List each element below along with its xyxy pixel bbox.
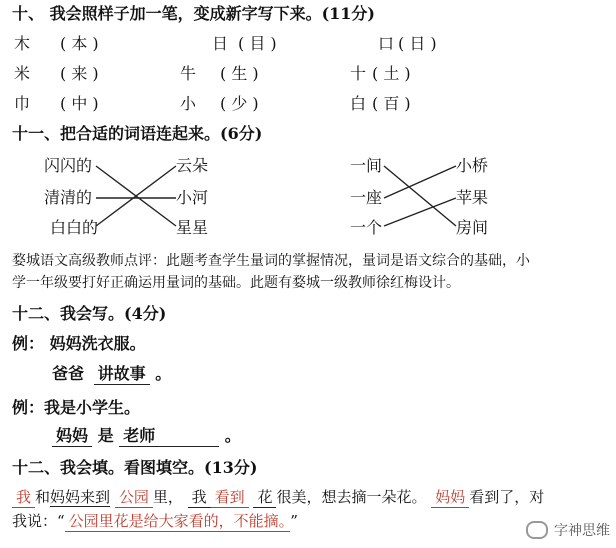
char-row3-col2: 小 [180, 94, 197, 113]
match-line [384, 166, 456, 198]
fill-line2-end: ” [290, 512, 298, 530]
section-12-write-title: 十二、我会写。(4分) [12, 304, 167, 323]
answer-2-subject: 妈妈 [52, 426, 92, 447]
answer-row2-col3: ( 土 ) [372, 64, 411, 83]
fill-line2-answer: 公园里花是给大家看的，不能摘。 [65, 512, 291, 532]
answer-2-line [52, 428, 241, 444]
fill-text-7: 看到了，对 [469, 488, 545, 506]
answer-1-end: 。 [155, 364, 172, 383]
wechat-icon [526, 521, 548, 539]
char-row1-col2: 日 [212, 34, 229, 53]
answer-1-blank: 讲故事 [94, 364, 150, 385]
word-right2-c: 房间 [456, 218, 489, 237]
char-row3-col3: 白 [350, 94, 367, 113]
answer-2-end: 。 [224, 426, 241, 445]
fill-blank-1: 我 [12, 488, 35, 508]
word-right2-b: 苹果 [456, 188, 489, 207]
section-11-title: 十一、把合适的词语连起来。(6分) [12, 124, 263, 143]
char-row2-col3: 十 [350, 64, 367, 83]
word-left2-a: 一间 [350, 156, 383, 175]
comment-line1: 婺城语文高级教师点评：此题考查学生量词的掌握情况，量词是语文综合的基础，小 [12, 253, 530, 269]
fill-text-4: 我 [188, 488, 211, 508]
section-12-fill-title: 十二、我会填。看图填空。(13分) [12, 458, 258, 477]
fill-text-5: 花 [253, 488, 276, 508]
watermark-label: 字神思维 [554, 523, 610, 539]
answer-row2-col2: ( 生 ) [220, 64, 259, 83]
word-left1-a: 闪闪的 [44, 156, 93, 175]
answer-row3-col3: ( 百 ) [372, 94, 411, 113]
answer-row1-col3: ( 日 ) [398, 34, 437, 53]
char-row3-col1: 巾 [14, 94, 31, 113]
match-line [384, 198, 456, 226]
fill-line2-prefix: 我说：“ [12, 512, 65, 530]
fill-text-6: 很美，想去摘一朵花。 [276, 488, 427, 506]
char-row1-col3: 口 [378, 34, 395, 53]
char-row1-col1: 木 [14, 34, 31, 53]
word-left2-b: 一座 [350, 188, 383, 207]
answer-1-line [52, 366, 171, 382]
fill-line-1 [12, 490, 544, 505]
word-right2-a: 小桥 [456, 156, 489, 175]
watermark [526, 520, 610, 540]
word-left1-c: 白白的 [50, 218, 99, 237]
fill-blank-2: 公园 [115, 488, 153, 508]
word-left2-c: 一个 [350, 218, 383, 237]
answer-2-blank: 老师 [119, 426, 219, 447]
fill-text-3: 里， [152, 488, 183, 506]
char-row2-col1: 米 [14, 64, 31, 83]
fill-line-2 [12, 514, 298, 529]
word-right1-b: 小河 [176, 188, 209, 207]
section-10-title: 十、 我会照样子加一笔，变成新字写下来。(11分) [12, 4, 375, 23]
example-2: 例：我是小学生。 [12, 398, 141, 417]
char-row2-col2: 牛 [180, 64, 197, 83]
fill-blank-4: 妈妈 [431, 488, 469, 508]
comment-line2: 学一年级要打好正确运用量词的基础。此题有婺城一级教师徐红梅设计。 [12, 275, 460, 291]
word-right1-a: 云朵 [176, 156, 209, 175]
word-left1-b: 清清的 [44, 188, 93, 207]
answer-row2-col1: ( 来 ) [60, 64, 99, 83]
answer-1-subject: 爸爸 [52, 364, 85, 383]
fill-text-2: 妈妈来到 [50, 488, 111, 506]
answer-row3-col1: ( 中 ) [60, 94, 99, 113]
answer-row1-col1: ( 本 ) [60, 34, 99, 53]
word-right1-c: 星星 [176, 218, 209, 237]
fill-blank-3: 看到 [211, 488, 249, 508]
answer-2-verb: 是 [97, 426, 114, 445]
answer-row1-col2: ( 目 ) [238, 34, 277, 53]
answer-row3-col2: ( 少 ) [220, 94, 259, 113]
example-1: 例： 妈妈洗衣服。 [12, 334, 146, 353]
fill-text-1: 和 [35, 488, 51, 506]
match-line [384, 166, 456, 226]
